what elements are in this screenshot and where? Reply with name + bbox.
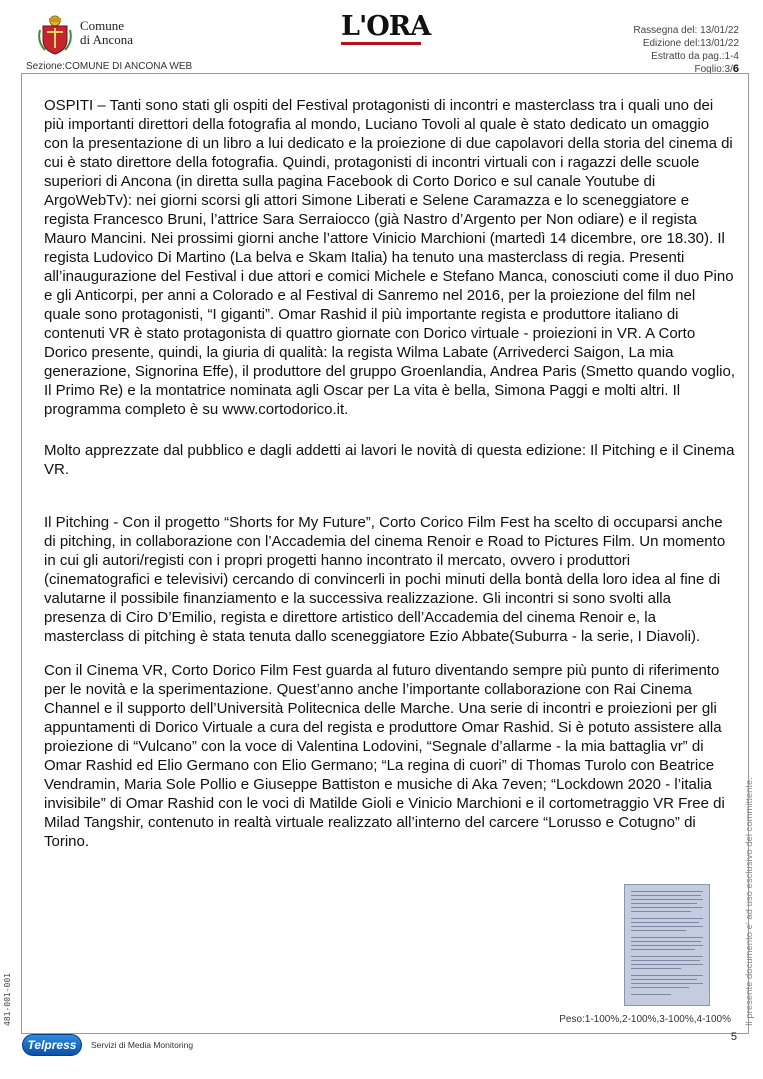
peso-label: Peso:1-100%,2-100%,3-100%,4-100% — [559, 1014, 731, 1025]
telpress-logo — [22, 1034, 82, 1056]
rassegna-date: Rassegna del: 13/01/22 — [633, 25, 739, 36]
footer-service-label: Servizi di Media Monitoring — [91, 1040, 194, 1050]
thumb-line — [631, 956, 703, 957]
thumb-line — [631, 979, 697, 980]
thumb-line — [631, 968, 681, 969]
thumb-line — [631, 911, 691, 912]
thumb-line — [631, 930, 686, 931]
thumb-line — [631, 918, 703, 919]
page-number: 5 — [730, 1031, 737, 1043]
newspaper-masthead: L'ORA — [341, 11, 431, 42]
thumb-line — [631, 994, 671, 995]
thumb-line — [631, 899, 703, 900]
thumb-line — [631, 987, 689, 988]
paragraph-pitching: Il Pitching - Con il progetto “Shorts for My Future”, Corto Corico Film Fest ha scelto di occuparsi anche di pitching, in collaborazione con l’Accademia del cinema Renoir e Road to Pictures Film. Un momento in cui gli autori/registi con i propri progetti hanno incontrato il mercato, ovvero i produttori (cinematografici e televisivi) cercando di convincerli in pochi minuti della bontà della loro idea al fine di valutarne il possibile finanziamento e la successiva realizzazione. Gli incontri si sono svolti alla presenza di Ciro D’Emilio, regista e direttore artistico dell’Accademia del cinema Renoir e, la masterclass di pitching è stata tenuta dallo sceneggiatore Ezio Abbate(Suburra - la serie, I Diavoli). — [44, 514, 726, 645]
thumb-line — [631, 903, 697, 904]
thumb-line — [631, 937, 703, 938]
usage-disclaimer: Il presente documento e' ad uso esclusivo del committente. — [744, 777, 755, 1026]
article-body — [44, 96, 736, 851]
foglio-total: 6 — [732, 63, 739, 75]
thumb-line — [631, 964, 703, 965]
estratto-pages: Estratto da pag.:1-4 — [651, 51, 739, 62]
thumb-line — [631, 945, 703, 946]
document-code: 481-001-001 — [3, 973, 12, 1026]
page-thumbnail — [624, 884, 710, 1006]
comune-name — [80, 19, 133, 47]
thumb-line — [631, 949, 695, 950]
thumb-line — [631, 895, 701, 896]
comune-crest-logo — [37, 14, 73, 56]
comune-line2: di Ancona — [80, 32, 134, 47]
masthead-underline — [341, 42, 421, 45]
thumb-line — [631, 926, 703, 927]
thumb-line — [631, 941, 701, 942]
thumb-line — [631, 975, 703, 976]
thumb-line — [631, 907, 703, 908]
thumb-line — [631, 960, 700, 961]
thumb-line — [631, 983, 703, 984]
thumb-line — [631, 922, 699, 923]
telpress-logo-text: Telpress — [27, 1038, 77, 1052]
edizione-date: Edizione del:13/01/22 — [642, 38, 739, 49]
section-label: Sezione:COMUNE DI ANCONA WEB — [26, 61, 193, 72]
comune-line1: Comune — [80, 18, 125, 33]
paragraph-cinema-vr: Con il Cinema VR, Corto Dorico Film Fest guarda al futuro diventando sempre più punto di riferimento per le novità e la sperimentazione. Quest’anno anche l’importante collaborazione con Rai Cinema Channel e il supporto dell’Università Politecnica delle Marche. Una serie di incontri e proiezioni per gli appuntamenti di Dorico Virtuale a cura del regista e produttore Omar Rashid. Si è potuto assistere alla proiezione di “Vulcano” con la voce di Valentina Lodovini, “Segnale d’allarme - la mia battaglia vr” di Omar Rashid ed Elio Germano con Elio Germano; “La regina di cuori” di Thomas Turolo con Beatrice Vendramin, Maria Sole Pollio e Giuseppe Battiston e musiche di Aka 7even; “Lockdown 2020 - l’italia invisibile” di Omar Rashid con le voci di Matilde Gioli e Vinicio Marchioni e il cortometraggio VR Free di Milad Tangshir, contenuto in realtà virtuale realizzato all’interno del carcere “Lorusso e Cotugno” di Torino. — [44, 662, 725, 850]
thumb-line — [631, 891, 703, 892]
paragraph-novita: Molto apprezzate dal pubblico e dagli addetti ai lavori le novità di questa edizione: Il Pitching e il Cinema VR. — [44, 442, 735, 478]
paragraph-ospiti: OSPITI – Tanti sono stati gli ospiti del Festival protagonisti di incontri e masterclass tra i quali uno dei più importanti direttori della fotografia al mondo, Luciano Tovoli al quale è stato dedicato un omaggio con la presentazione di un libro a lui dedicato e la proiezione di due capolavori della storia del cinema di cui è stato direttore della fotografia. Quindi, protagonisti di incontri virtuali con i ragazzi delle scuole superiori di Ancona (in diretta sulla pagina Facebook di Corto Dorico e sul canale Youtube di ArgoWebTv): nei giorni scorsi gli attori Simone Liberati e Selene Caramazza e lo sceneggiatore e regista Francesco Bruni, l’attrice Sara Serraiocco (già Nastro d’Argento per Non odiare) e il regista Mauro Mancini. Nei prossimi giorni anche l’attore Vinicio Marchioni (martedì 14 dicembre, ore 18.30). Il regista Ludovico Di Martino (La belva e Skam Italia) ha tenuto una masterclass di regia. Presenti all’inaugurazione del Festival i due attori e comici Michele e Stefano Manca, conosciuti come il duo Pino e gli Anticorpi, per anni a Colorado e al Festival di Sanremo nel 2016, per la proiezione del film nel quale sono protagonisti, “I giganti”. Omar Rashid il più importante regista e produttore italiano di contenuti VR è stato protagonista di quattro giornate con Dorico virtuale - proiezioni in VR. A Corto Dorico presente, quindi, la giuria di qualità: la regista Wilma Labate (Arrivederci Saigon, La mia generazione, Signorina Effe), il produttore del gruppo Groenlandia, Andrea Paris (Smetto quando voglio, Il Primo Re) e la montatrice nominata agli Oscar per La vita è bella, Simona Paggi e molti altri. Il programma completo è su www.cortodorico.it. — [44, 97, 735, 418]
foglio-label: Foglio:3/ — [694, 64, 733, 75]
clipping-metadata — [633, 24, 739, 76]
